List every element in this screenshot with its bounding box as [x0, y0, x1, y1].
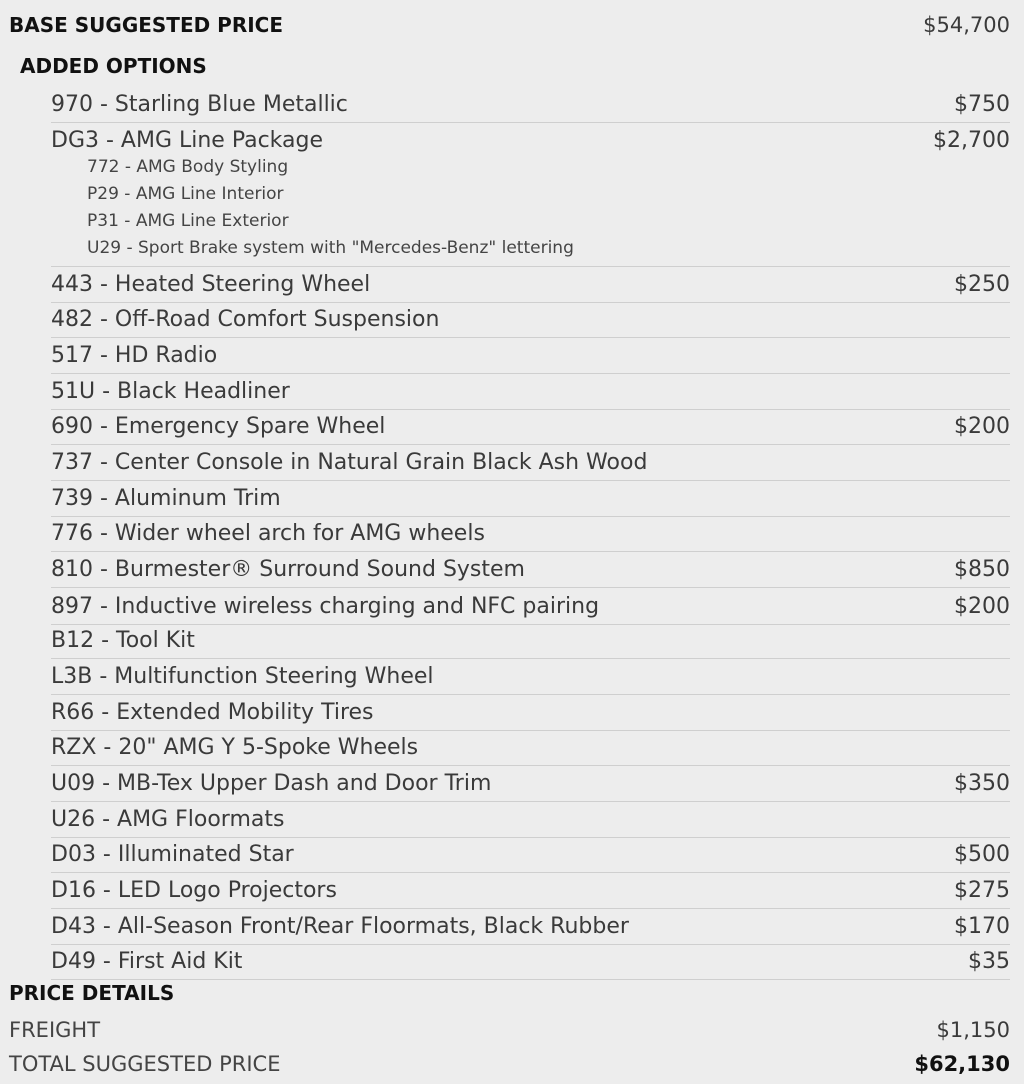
- option-row: [0, 444, 1024, 480]
- option-label: 443 - Heated Steering Wheel: [51, 271, 371, 297]
- option-package-row: [0, 122, 1024, 266]
- option-label: D49 - First Aid Kit: [51, 948, 243, 974]
- option-price: $250: [954, 271, 1010, 297]
- option-row: [0, 301, 1024, 337]
- option-row: [0, 266, 1024, 302]
- option-row: [0, 588, 1024, 624]
- option-row: [0, 658, 1024, 694]
- option-price: $200: [954, 593, 1010, 619]
- option-label: 482 - Off-Road Comfort Suspension: [51, 306, 440, 332]
- package-content-item: 772 - AMG Body Styling: [87, 157, 289, 177]
- price-details-heading: PRICE DETAILS: [9, 981, 175, 1005]
- option-label: U26 - AMG Floormats: [51, 806, 285, 832]
- package-content-item: U29 - Sport Brake system with "Mercedes-Benz" lettering: [87, 238, 574, 258]
- option-label: L3B - Multifunction Steering Wheel: [51, 663, 434, 689]
- option-label: 51U - Black Headliner: [51, 378, 290, 404]
- option-price: $350: [954, 770, 1010, 796]
- option-label: 517 - HD Radio: [51, 342, 218, 368]
- option-label: U09 - MB-Tex Upper Dash and Door Trim: [51, 770, 492, 796]
- freight-label: FREIGHT: [9, 1018, 101, 1042]
- option-row: [0, 729, 1024, 765]
- option-price: $500: [954, 841, 1010, 867]
- total-suggested-price-value: $62,130: [914, 1052, 1010, 1076]
- option-row: [0, 836, 1024, 872]
- base-suggested-price-row: [0, 7, 1024, 43]
- option-row: [0, 872, 1024, 908]
- option-label: B12 - Tool Kit: [51, 627, 195, 653]
- option-row: [0, 622, 1024, 658]
- freight-row: [0, 1013, 1024, 1047]
- option-label: RZX - 20" AMG Y 5-Spoke Wheels: [51, 734, 419, 760]
- option-price: $275: [954, 877, 1010, 903]
- option-label: DG3 - AMG Line Package: [51, 127, 324, 153]
- option-price: $2,700: [933, 127, 1010, 153]
- option-row: [0, 408, 1024, 444]
- option-row: [0, 480, 1024, 516]
- option-label: 776 - Wider wheel arch for AMG wheels: [51, 520, 485, 546]
- option-price: $35: [968, 948, 1010, 974]
- option-price: $750: [954, 91, 1010, 117]
- option-row: [0, 551, 1024, 587]
- package-content-item: P29 - AMG Line Interior: [87, 184, 284, 204]
- base-suggested-price-label: BASE SUGGESTED PRICE: [9, 13, 284, 37]
- option-price: $170: [954, 913, 1010, 939]
- base-suggested-price-value: $54,700: [923, 13, 1010, 37]
- option-label: 897 - Inductive wireless charging and NFC pairing: [51, 593, 600, 619]
- option-label: 739 - Aluminum Trim: [51, 485, 281, 511]
- option-row: [0, 694, 1024, 730]
- option-label: D16 - LED Logo Projectors: [51, 877, 337, 903]
- option-label: 810 - Burmester® Surround Sound System: [51, 556, 525, 582]
- total-suggested-price-row: [0, 1047, 1024, 1081]
- option-row: [0, 515, 1024, 551]
- option-row: [0, 337, 1024, 373]
- option-row: [0, 765, 1024, 801]
- freight-price: $1,150: [936, 1018, 1010, 1042]
- option-price: $200: [954, 413, 1010, 439]
- option-row: [0, 373, 1024, 409]
- added-options-heading: ADDED OPTIONS: [20, 54, 207, 78]
- option-row: [0, 943, 1024, 979]
- option-label: 970 - Starling Blue Metallic: [51, 91, 348, 117]
- option-row: [0, 122, 1024, 158]
- package-content-item: P31 - AMG Line Exterior: [87, 211, 289, 231]
- option-label: 737 - Center Console in Natural Grain Black Ash Wood: [51, 449, 648, 475]
- option-price: $850: [954, 556, 1010, 582]
- option-label: D43 - All-Season Front/Rear Floormats, Black Rubber: [51, 913, 629, 939]
- option-label: D03 - Illuminated Star: [51, 841, 294, 867]
- option-row: [0, 801, 1024, 837]
- option-label: 690 - Emergency Spare Wheel: [51, 413, 386, 439]
- option-row: [0, 86, 1024, 122]
- option-label: R66 - Extended Mobility Tires: [51, 699, 374, 725]
- total-suggested-price-label: TOTAL SUGGESTED PRICE: [9, 1052, 281, 1076]
- package-contents-list: [87, 154, 1024, 262]
- option-row: [0, 908, 1024, 944]
